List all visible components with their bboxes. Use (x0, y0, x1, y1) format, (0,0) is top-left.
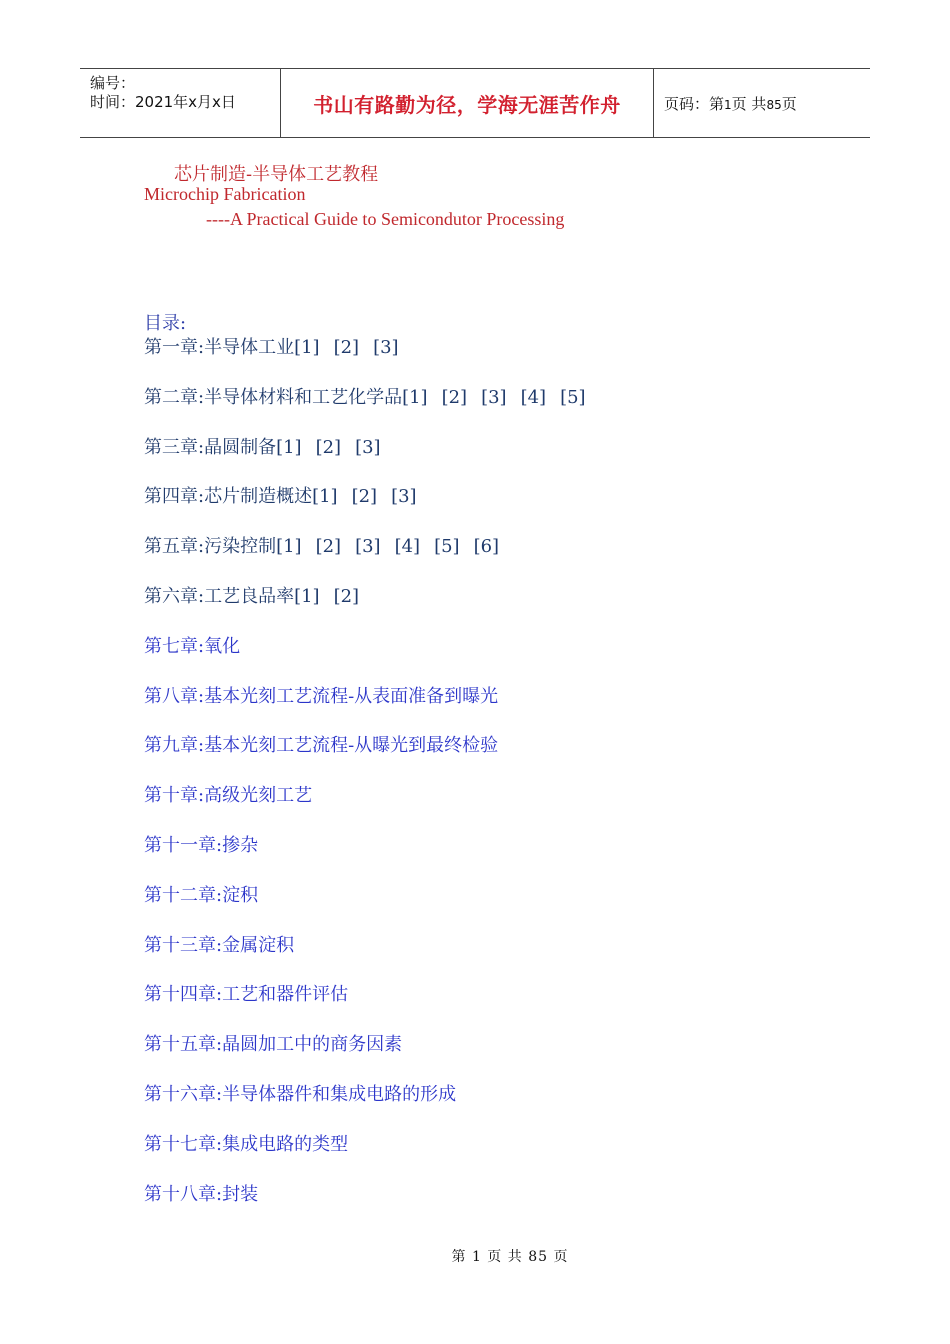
toc-item-part-link[interactable]: [1] (312, 486, 338, 508)
toc-item[interactable] (144, 831, 586, 881)
toc-item-title[interactable]: 第十章:高级光刻工艺 (144, 785, 313, 807)
toc-item[interactable] (144, 731, 586, 781)
toc-item-title[interactable]: 第三章:晶圆制备 (144, 436, 277, 458)
toc-item-part-link[interactable]: [1] (276, 536, 302, 558)
page-suffix: 页 (781, 94, 797, 113)
toc-item-part-link[interactable]: [4] (394, 536, 421, 558)
toc-item[interactable] (144, 781, 586, 831)
toc-item-part-link[interactable]: [4] (520, 386, 547, 408)
header-motto-cell (281, 69, 654, 137)
toc-item-title[interactable]: 第十五章:晶圆加工中的商务因素 (144, 1034, 403, 1056)
toc-item-part-link[interactable]: [3] (373, 337, 399, 358)
toc-item-part-link[interactable]: [3] (355, 536, 381, 558)
toc-item-part-link[interactable]: [5] (560, 386, 586, 408)
toc-item[interactable] (144, 1080, 586, 1130)
toc-item-part-link[interactable]: [3] (355, 436, 381, 458)
toc-item-part-link[interactable]: [2] (333, 337, 360, 358)
toc-item-part-link[interactable]: [1] (294, 585, 320, 607)
title-en: Microchip Fabrication (144, 184, 306, 204)
toc-item-part-link[interactable]: [2] (441, 386, 468, 408)
page-total: 85 (766, 97, 782, 112)
title-cn: 芯片制造-半导体工艺教程 (174, 164, 379, 185)
toc-item[interactable] (144, 632, 586, 682)
page-footer: 第 1 页 共 85 页 (451, 1249, 569, 1265)
toc-item[interactable] (144, 582, 586, 632)
toc-item[interactable] (144, 532, 586, 582)
toc-item-part-link[interactable]: [2] (333, 585, 360, 607)
toc-item[interactable] (144, 1180, 586, 1230)
toc-item-title[interactable]: 第五章:污染控制 (144, 536, 277, 558)
header-table (80, 68, 870, 138)
toc-item-title[interactable]: 第七章:氧化 (144, 635, 241, 657)
toc-item-part-link[interactable]: [1] (294, 337, 320, 358)
toc-item-title[interactable]: 第九章:基本光刻工艺流程-从曝光到最终检验 (144, 735, 499, 757)
toc-item[interactable] (144, 333, 586, 383)
document-code-label: 编号： (90, 74, 136, 92)
toc-item-title[interactable]: 第十七章:集成电路的类型 (144, 1133, 349, 1155)
toc-item-part-link[interactable]: [5] (434, 536, 460, 558)
page-number: 1 (724, 97, 732, 112)
toc-item-part-link[interactable]: [6] (473, 536, 500, 558)
toc-item-part-link[interactable]: [2] (351, 486, 378, 508)
toc-item-title[interactable]: 第十四章:工艺和器件评估 (144, 984, 349, 1006)
toc-item-part-link[interactable]: [1] (276, 436, 302, 458)
toc-item-title[interactable]: 第四章:芯片制造概述 (144, 486, 313, 508)
toc-item-title[interactable]: 第六章:工艺良品率 (144, 585, 295, 607)
toc-item-part-link[interactable]: [2] (315, 536, 342, 558)
toc-item-title[interactable]: 第十一章:掺杂 (144, 834, 259, 856)
header-motto: 书山有路勤为径，学海无涯苦作舟 (313, 92, 621, 117)
document-date: 时间：2021年x月x日 (90, 93, 236, 111)
toc-item[interactable] (144, 433, 586, 483)
toc-item-part-link[interactable]: [1] (402, 386, 428, 408)
toc-item-title[interactable]: 第八章:基本光刻工艺流程-从表面准备到曝光 (144, 685, 499, 707)
toc-item-title[interactable]: 第一章:半导体工业 (144, 337, 295, 358)
header-page-cell (654, 69, 870, 137)
toc-item[interactable] (144, 980, 586, 1030)
header-page-info (664, 93, 797, 114)
toc-item-title[interactable]: 第十二章:淀积 (144, 884, 259, 906)
header-info-cell (80, 69, 281, 137)
toc-item-title[interactable]: 第十三章:金属淀积 (144, 934, 295, 956)
toc-item-part-link[interactable]: [2] (315, 436, 342, 458)
subtitle-en: ----A Practical Guide to Semicondutor Processing (206, 209, 565, 229)
toc-item-title[interactable]: 第十八章:封装 (144, 1183, 259, 1205)
toc-item[interactable] (144, 931, 586, 981)
toc-list (144, 333, 586, 1229)
toc-item[interactable] (144, 1030, 586, 1080)
toc-item-title[interactable]: 第十六章:半导体器件和集成电路的形成 (144, 1083, 457, 1105)
page-mid: 页 共 (731, 94, 767, 113)
toc-item-part-link[interactable]: [3] (481, 386, 507, 408)
toc-item-title[interactable]: 第二章:半导体材料和工艺化学品 (144, 386, 403, 408)
toc-item[interactable] (144, 482, 586, 532)
toc-item[interactable] (144, 881, 586, 931)
toc-item[interactable] (144, 383, 586, 433)
toc-item[interactable] (144, 682, 586, 732)
page-prefix: 页码：第 (664, 94, 725, 113)
toc-item-part-link[interactable]: [3] (391, 486, 417, 508)
toc-label: 目录: (144, 313, 187, 334)
toc-item[interactable] (144, 1130, 586, 1180)
